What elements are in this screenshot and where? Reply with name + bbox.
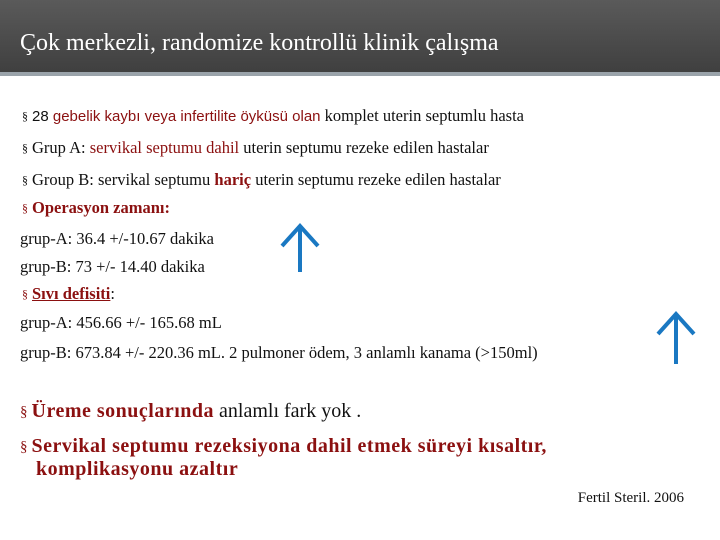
fluid-deficit-label: § Sıvı defisiti: [22,284,115,303]
slide-header [0,0,720,76]
highlight-text: servikal septumu dahil [89,138,240,157]
fluid-deficit-group-a: grup-A: 456.66 +/- 165.68 mL [20,313,222,332]
operation-time-group-a: grup-A: 36.4 +/-10.67 dakika [20,229,214,248]
operation-time-label: § Operasyon zamanı: [22,198,170,217]
bullet-icon: § [22,141,28,155]
result-conclusion: § Servikal septumu rezeksiyona dahil etmek süreyi kısaltır, [20,435,547,457]
bullet-icon: § [22,201,28,215]
slide-title: Çok merkezli, randomize kontrollü klinik çalışma [20,30,499,56]
highlight-text: gebelik kaybı veya infertilite öyküsü olan [52,108,321,125]
reference-citation: Fertil Steril. 2006 [577,490,684,506]
bullet-icon: § [20,439,28,455]
bullet-group-b: § Group B: servikal septumu hariç uterin septumu rezeke edilen hastalar [22,170,501,189]
up-arrow-icon [278,222,322,274]
result-reproductive: § Üreme sonuçlarında anlamlı fark yok . [20,400,362,422]
bullet-patients: § 28 gebelik kaybı veya infertilite öyküsü olan komplet uterin septumlu hasta [22,106,524,125]
bullet-group-a: § Grup A: servikal septumu dahil uterin septumu rezeke edilen hastalar [22,138,489,157]
bullet-icon: § [22,173,28,187]
highlight-text: hariç [214,170,252,189]
bullet-icon: § [22,287,28,301]
bullet-icon: § [22,109,28,123]
fluid-deficit-group-b: grup-B: 673.84 +/- 220.36 mL. 2 pulmoner ödem, 3 anlamlı kanama (>150ml) [20,343,538,362]
up-arrow-icon [654,310,698,366]
operation-time-group-b: grup-B: 73 +/- 14.40 dakika [20,257,205,276]
result-conclusion-cont: komplikasyonu azaltır [36,458,239,480]
bullet-icon: § [20,404,28,420]
